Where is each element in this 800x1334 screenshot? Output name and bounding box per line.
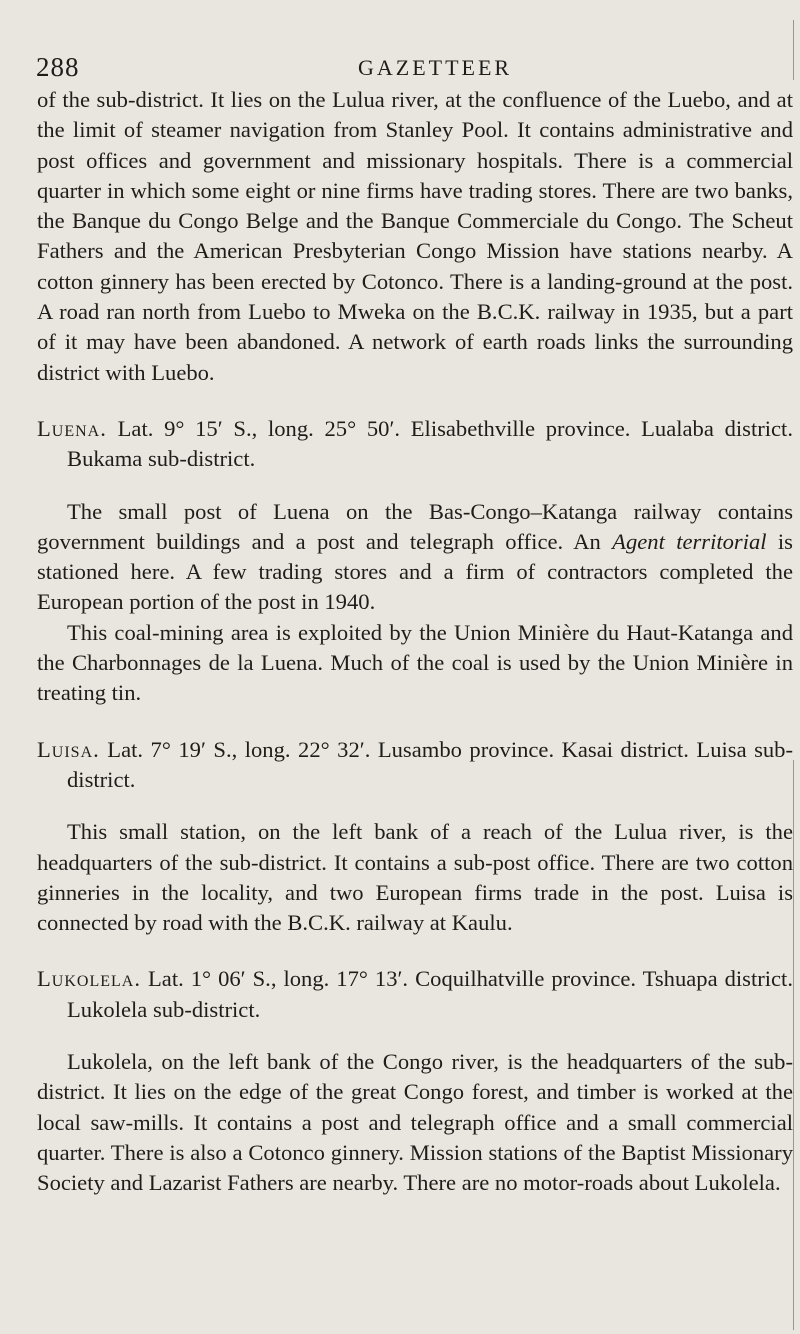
entry-location-luena: Lat. 9° 15′ S., long. 25° 50′. Elisabethville province. Lualaba district. Bukama sub-district. (67, 415, 793, 472)
page-edge-line (793, 760, 794, 1330)
entry-location-luisa: Lat. 7° 19′ S., long. 22° 32′. Lusambo province. Kasai district. Luisa sub-district. (67, 736, 793, 792)
entry-body-luena-2: This coal-mining area is exploited by the Union Minière du Haut-Katanga and the Charbonnages de la Luena. Much of the coal is used by the Union Minière in treating tin. (37, 619, 793, 706)
entry-location-lukolela: Lat. 1° 06′ S., long. 17° 13′. Coquilhatville province. Tshuapa district. Lukolela sub-district. (67, 966, 793, 1022)
italic-term: Agent territorial (612, 528, 767, 554)
page-edge-line (793, 20, 794, 80)
continuation-paragraph: of the sub-district. It lies on the Lulua river, at the confluence of the Luebo, and at the limit of steamer navigation from Stanley Pool. It contains administrative and post offices and government and missionary hospitals. There is a commercial quarter in which some eight or nine firms have trading stores. There are two banks, the Banque du Congo Belge and the Banque Commerciale du Congo. The Scheut Fathers and the American Presbyterian Congo Mission have stations nearby. A cotton ginnery has been erected by Cotonco. There is a landing-ground at the post. A road ran north from Luebo to Mweka on the B.C.K. railway in 1935, but a part of it may have been abandoned. A network of earth roads links the surrounding district with Luebo. (37, 87, 793, 385)
entry-name-lukolela: Lukolela. (37, 966, 141, 992)
running-head: GAZETTEER (358, 55, 513, 80)
entry-name-luena: Luena. (37, 415, 107, 441)
entry-body-luisa: This small station, on the left bank of a reach of the Lulua river, is the headquarters of the sub-district. It contains a sub-post office. There are two cotton ginneries in the locality, and two European firms trade in the post. Luisa is connected by road with the B.C.K. railway at Kaulu. (37, 819, 793, 936)
entry-heading-luisa (37, 735, 793, 796)
entry-body-luena: The small post of Luena on the Bas-Congo–Katanga railway contains government buildings and a post and telegraph office. An Agent territorial is stationed here. A few trading stores and a firm of contractors completed the European portion of the post in 1940. (37, 498, 793, 615)
page-text (37, 85, 793, 1199)
entry-heading-luena (37, 414, 793, 475)
entry-heading-lukolela (37, 964, 793, 1025)
entry-body-lukolela: Lukolela, on the left bank of the Congo river, is the headquarters of the sub-district. It lies on the edge of the great Congo forest, and timber is worked at the local saw-mills. It contains a post and telegraph office and a small commercial quarter. There is also a Cotonco ginnery. Mission stations of the Baptist Missionary Society and Lazarist Fathers are nearby. There are no motor-roads about Lukolela. (37, 1049, 793, 1196)
entry-name-luisa: Luisa. (37, 736, 100, 762)
page-number: 288 (36, 52, 80, 82)
